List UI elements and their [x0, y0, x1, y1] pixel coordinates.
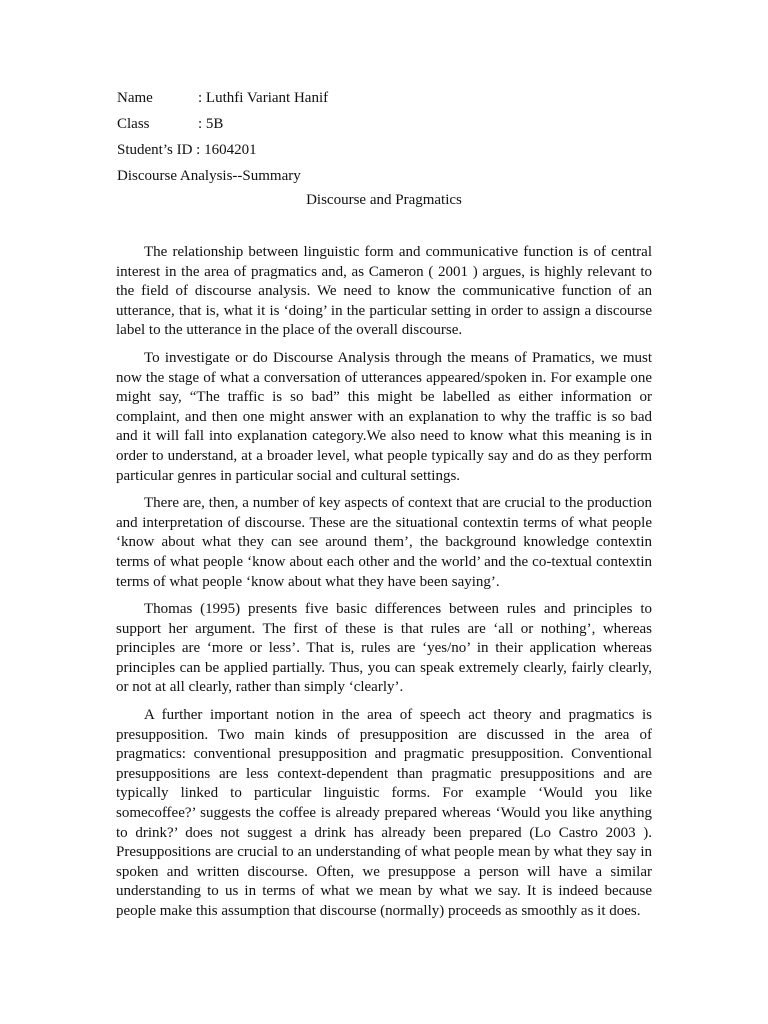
name-value: : Luthfi Variant Hanif	[198, 90, 329, 106]
student-id-row	[117, 137, 328, 163]
student-id-value: : 1604201	[192, 142, 257, 158]
name-row	[117, 85, 328, 111]
paragraph: Thomas (1995) presents five basic differences between rules and principles to support her argument. The first of these is that rules are ‘all or nothing’, whereas principles are ‘more or less’. That is, rules are ‘yes/no’ in their application whereas principles can be applied partially. Thus, you can speak extremely clearly, fairly clearly, or not at all clearly, rather than simply ‘clearly’.	[116, 601, 652, 696]
name-label: Name	[117, 90, 153, 106]
paragraph: A further important notion in the area of speech act theory and pragmatics is presupposition. Two main kinds of presupposition are discussed in the area of pragmatics: conventional presupposition and pragmatic presupposition. Conventional presuppositions are less context-dependent than pragmatic presuppositions and are typically linked to particular linguistic forms. For example ‘Would you like somecoffee?’ suggests the coffee is already prepared whereas ‘Would you like anything to drink?’ does not suggest a drink has already been prepared (Lo Castro 2003 ). Presuppositions are crucial to an understanding of what people mean by what they say in spoken and written discourse. Often, we presuppose a person will have a similar understanding to us in terms of what we mean by what we say. It is indeed because people make this assumption that discourse (normally) proceeds as smoothly as it does.	[116, 707, 652, 919]
document-title: Discourse and Pragmatics	[306, 192, 462, 208]
paragraph: The relationship between linguistic form and communicative function is of central interest in the area of pragmatics and, as Cameron ( 2001 ) argues, is highly relevant to the field of discourse analysis. We need to know the communicative function of an utterance, that is, what it is ‘doing’ in the particular setting in order to assign a discourse label to the utterance in the place of the overall discourse.	[116, 244, 652, 339]
class-row	[117, 111, 328, 137]
paragraph: To investigate or do Discourse Analysis through the means of Pramatics, we must now the stage of what a conversation of utterances appeared/spoken in. For example one might say, “The traffic is so bad” this might be labelled as either information or complaint, and then one might answer with an explanation to why the traffic is so bad and it will fall into explanation category.We also need to know what this meaning is in order to understand, at a broader level, what people typically say and do as they perform particular genres in particular social and cultural settings.	[116, 349, 652, 484]
student-header	[117, 85, 328, 189]
class-value: : 5B	[198, 116, 224, 132]
student-id-label: Student’s ID	[117, 142, 193, 158]
class-label: Class	[117, 116, 150, 132]
paragraph: There are, then, a number of key aspects of context that are crucial to the production and interpretation of discourse. These are the situational contextin terms of what people ‘know about what they can see around them’, the background knowledge contextin terms of what people ‘know about each other and the world’ and the co-textual contextin terms of what people ‘know about what they have been saying’.	[116, 495, 652, 590]
document-body	[116, 243, 652, 930]
course-line: Discourse Analysis--Summary	[117, 168, 301, 184]
